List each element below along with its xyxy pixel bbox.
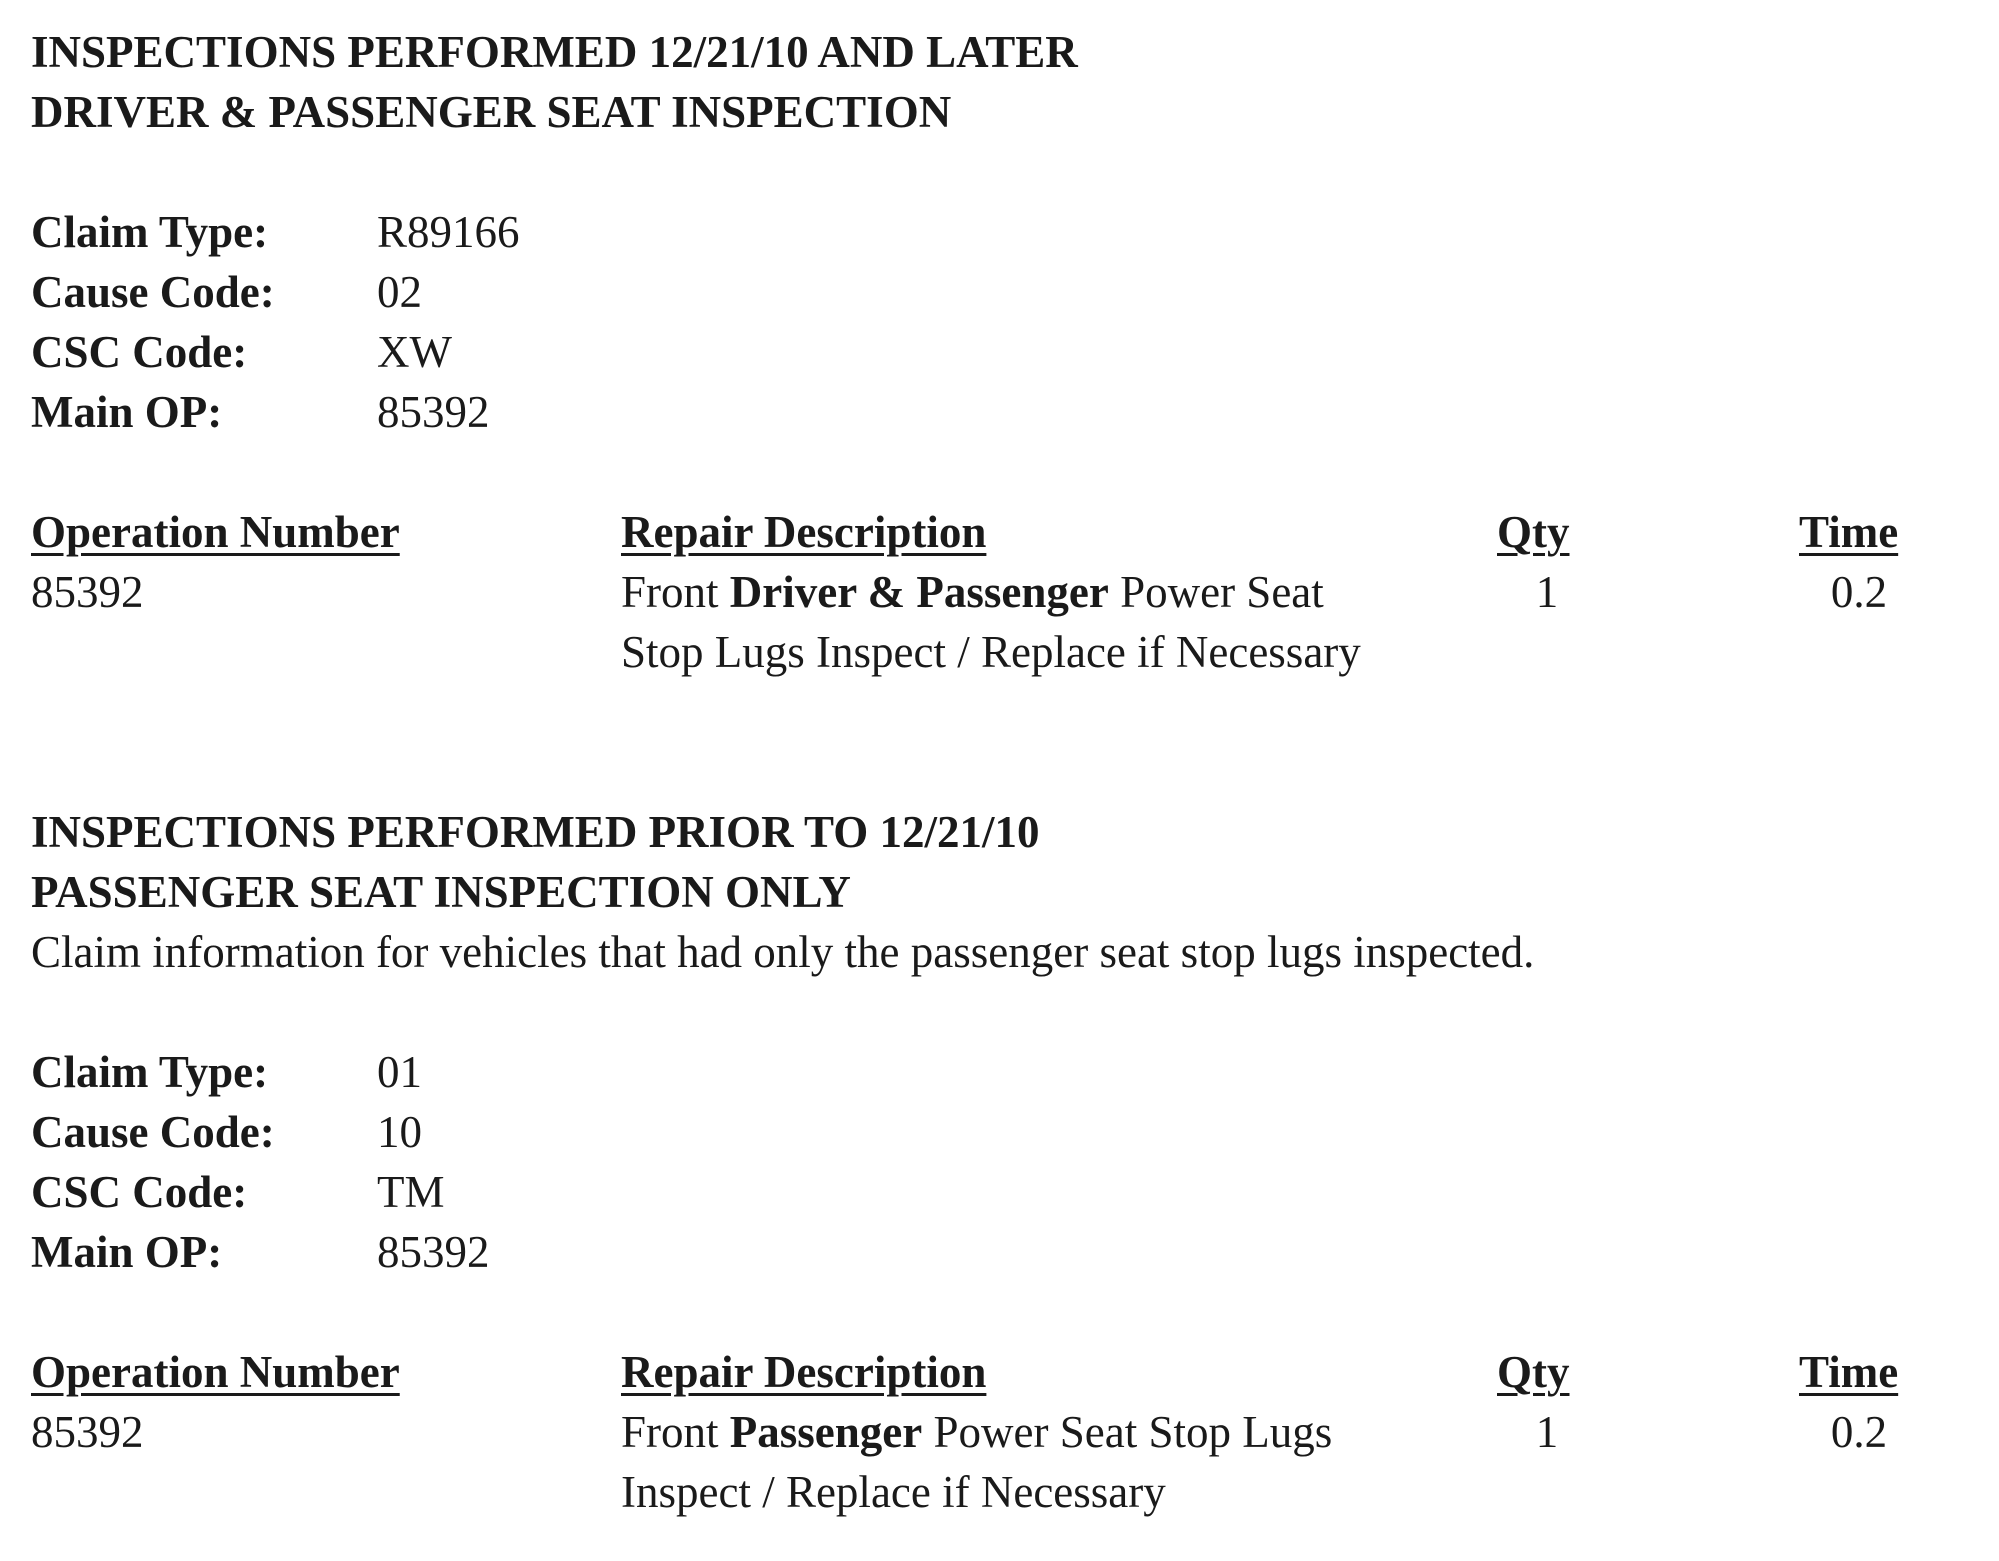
cause-code-row (31, 1102, 1971, 1162)
operation-number-cell: 85392 (31, 1407, 144, 1457)
main-op-value: 85392 (377, 387, 490, 437)
claim-type-value: 01 (377, 1047, 422, 1097)
time-header: Time (1799, 1347, 1899, 1397)
table-row (31, 562, 1971, 682)
repair-description-line-1 (621, 562, 1451, 622)
main-op-row (31, 1222, 1971, 1282)
claim-type-row (31, 202, 1971, 262)
operation-number-header: Operation Number (31, 1347, 400, 1397)
time-cell: 0.2 (1830, 1407, 1888, 1457)
repair-description-header: Repair Description (621, 507, 987, 557)
section-later-heading-2: DRIVER & PASSENGER SEAT INSPECTION (31, 87, 952, 137)
csc-code-value: XW (377, 327, 452, 377)
main-op-label: Main OP: (31, 1227, 223, 1277)
repair-description-header: Repair Description (621, 1347, 987, 1397)
claim-fields (31, 202, 1971, 442)
desc-text-b: Power Seat (1108, 567, 1324, 617)
main-op-row (31, 382, 1971, 442)
cause-code-value: 10 (377, 1107, 422, 1157)
repair-description-line-2: Stop Lugs Inspect / Replace if Necessary (621, 627, 1361, 677)
claim-type-label: Claim Type: (31, 1047, 269, 1097)
operation-number-cell: 85392 (31, 567, 144, 617)
csc-code-label: CSC Code: (31, 327, 248, 377)
desc-text-bold: Passenger (729, 1407, 923, 1457)
time-header: Time (1799, 507, 1899, 557)
operation-table (31, 502, 1971, 682)
qty-cell: 1 (1535, 1407, 1559, 1457)
desc-text-b: Power Seat Stop Lugs (922, 1407, 1333, 1457)
section-spacer (31, 682, 1971, 802)
operation-table (31, 1342, 1971, 1522)
desc-text-a: Front (621, 1407, 730, 1457)
section-prior-heading-2: PASSENGER SEAT INSPECTION ONLY (31, 867, 851, 917)
claim-type-label: Claim Type: (31, 207, 269, 257)
repair-description-line-1 (621, 1402, 1451, 1462)
desc-text-bold: Driver & Passenger (729, 567, 1109, 617)
time-cell: 0.2 (1830, 567, 1888, 617)
section-prior-note: Claim information for vehicles that had only the passenger seat stop lugs inspected. (31, 927, 1535, 977)
cause-code-row (31, 262, 1971, 322)
repair-description-line-2: Inspect / Replace if Necessary (621, 1467, 1166, 1517)
claim-type-value: R89166 (377, 207, 520, 257)
section-later (31, 22, 1971, 682)
qty-header: Qty (1497, 507, 1570, 557)
table-header-row (31, 502, 1971, 562)
cause-code-label: Cause Code: (31, 267, 275, 317)
cause-code-label: Cause Code: (31, 1107, 275, 1157)
main-op-label: Main OP: (31, 387, 223, 437)
qty-cell: 1 (1535, 567, 1559, 617)
section-later-heading-1: INSPECTIONS PERFORMED 12/21/10 AND LATER (31, 27, 1078, 77)
section-prior (31, 802, 1971, 1522)
main-op-value: 85392 (377, 1227, 490, 1277)
table-header-row (31, 1342, 1971, 1402)
csc-code-row (31, 1162, 1971, 1222)
csc-code-row (31, 322, 1971, 382)
repair-description-cell (621, 1402, 1451, 1522)
section-prior-heading-1: INSPECTIONS PERFORMED PRIOR TO 12/21/10 (31, 807, 1040, 857)
repair-description-cell (621, 562, 1451, 682)
operation-number-header: Operation Number (31, 507, 400, 557)
desc-text-a: Front (621, 567, 730, 617)
qty-header: Qty (1497, 1347, 1570, 1397)
claim-type-row (31, 1042, 1971, 1102)
document-page (31, 22, 1971, 1522)
csc-code-value: TM (377, 1167, 445, 1217)
claim-fields (31, 1042, 1971, 1282)
csc-code-label: CSC Code: (31, 1167, 248, 1217)
table-row (31, 1402, 1971, 1522)
cause-code-value: 02 (377, 267, 422, 317)
